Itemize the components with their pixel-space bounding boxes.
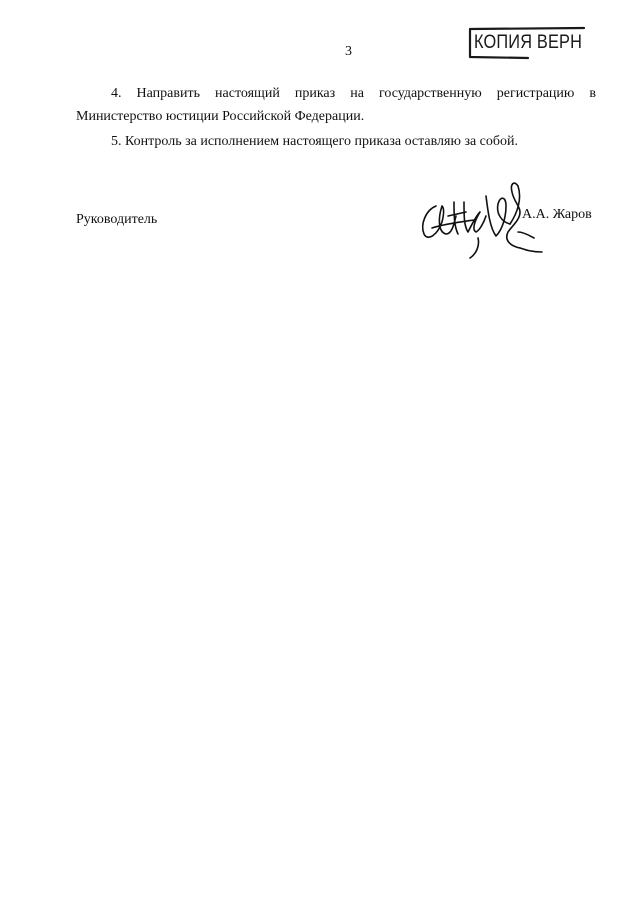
item-4-line-1: 4. Направить настоящий приказ на государственную регистрацию в xyxy=(111,86,596,101)
stamp-text: КОПИЯ ВЕРН xyxy=(474,32,583,53)
signer-position: Руководитель xyxy=(76,212,158,227)
signer-name: А.А. Жаров xyxy=(522,207,592,222)
item-5: 5. Контроль за исполнением настоящего приказа оставляю за собой. xyxy=(111,134,519,149)
copy-certified-stamp xyxy=(468,26,586,60)
item-4-line-2: Министерство юстиции Российской Федерации. xyxy=(76,109,365,124)
page-number: 3 xyxy=(345,44,352,59)
